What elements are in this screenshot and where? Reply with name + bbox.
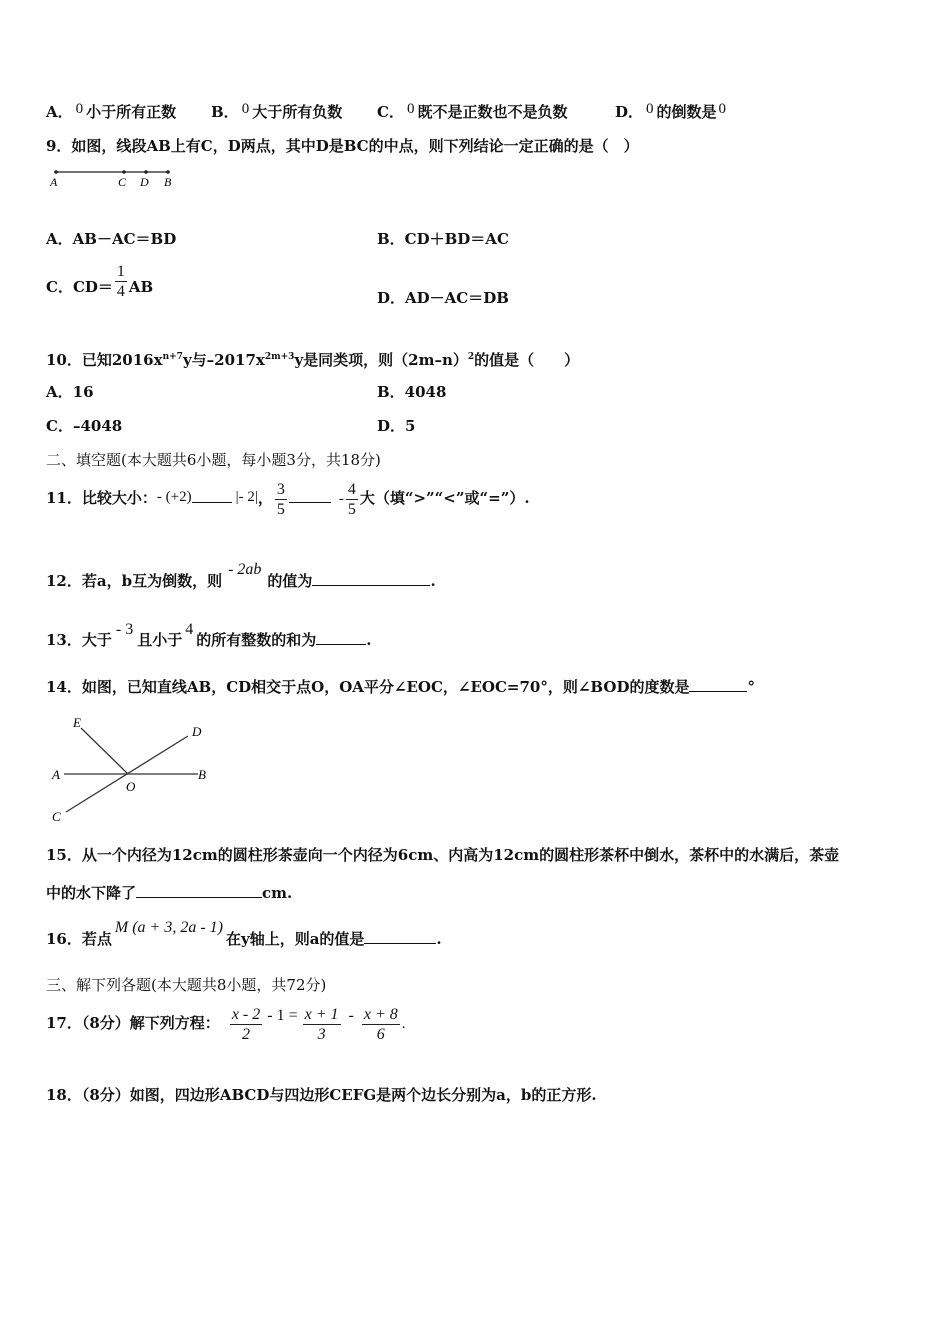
q9-label-c: C	[118, 175, 127, 189]
q9-segment-figure	[46, 164, 186, 194]
q14-label-c: C	[52, 809, 61, 824]
section-2-heading: 二、填空题(本大题共6小题，每小题3分，共18分)	[46, 451, 381, 469]
q8-option-b: B． 0 大于所有负数	[211, 101, 343, 121]
q9-label-d: D	[140, 175, 149, 189]
q8-option-a: A． 0 小于所有正数	[46, 101, 177, 121]
q10-option-d: D．5	[377, 417, 416, 435]
q9-option-c: C．CD＝ $\frac{1}{4}$ AB	[46, 263, 154, 300]
q14-intersecting-lines-figure	[46, 712, 216, 827]
q16: 16．若点M (a + 3, 2a - 1)在y轴上，则a的值是 .	[46, 919, 442, 948]
q11: 11．比较大小：- (+2) |- 2|， $\frac{3}{5}$ - $\frac{4}{5}$ 大（填“>”“<”或“=”）.	[46, 480, 530, 518]
q10-option-a: A．16	[46, 383, 94, 401]
q10-stem: 10．已知$2016x^{n+7}y$与$-2017x^{2m+3}y$是同类项，则$(2m-n)^2$的值是（ ）	[46, 351, 580, 369]
q9-label-b: B	[164, 175, 172, 189]
q14-label-e: E	[73, 715, 81, 730]
q9-stem: 9．如图，线段AB上有C，D两点，其中D是BC的中点，则下列结论一定正确的是（ ）	[46, 137, 639, 155]
q14-label-d: D	[192, 724, 202, 739]
q10-option-c: C．–4048	[46, 417, 123, 435]
q13: 13．大于- 3且小于4的所有整数的和为 .	[46, 621, 372, 649]
q14: 14．如图，已知直线AB，CD相交于点O，OA平分∠EOC，∠EOC=70°，则∠BOD的度数是 °	[46, 678, 755, 696]
q9-label-a: A	[50, 175, 58, 189]
q8-option-c: C． 0 既不是正数也不是负数	[377, 101, 568, 121]
q15-line-1: 15．从一个内径为12cm的圆柱形茶壶向一个内径为6cm、内高为12cm的圆柱形茶杯中倒水，茶杯中的水满后，茶壶	[46, 846, 840, 864]
q9-option-b: B．CD＋BD＝AC	[377, 230, 509, 248]
q12: 12．若a，b互为倒数，则- 2ab的值为 .	[46, 561, 436, 590]
q9-option-a: A．AB－AC＝BD	[46, 230, 177, 248]
q18: 18．（8分）如图，四边形ABCD与四边形CEFG是两个边长分别为a，b的正方形.	[46, 1086, 597, 1104]
q15-line-2: 中的水下降了 cm.	[46, 884, 293, 902]
q14-label-b: B	[198, 767, 206, 782]
q14-label-o: O	[126, 779, 136, 794]
q8-option-d: D． 0 的倒数是 0	[615, 101, 727, 121]
q9-option-d: D．AD－AC＝DB	[377, 289, 509, 307]
q14-label-a: A	[52, 767, 60, 782]
q10-option-b: B．4048	[377, 383, 447, 401]
section-3-heading: 三、解下列各题(本大题共8小题，共72分)	[46, 976, 327, 994]
q17: 17．（8分）解下列方程： $\frac{x - 2}{2}$ - 1 = $\frac{x + 1}{3}$ - $\frac{x + 8}{6}$ .	[46, 1005, 406, 1043]
